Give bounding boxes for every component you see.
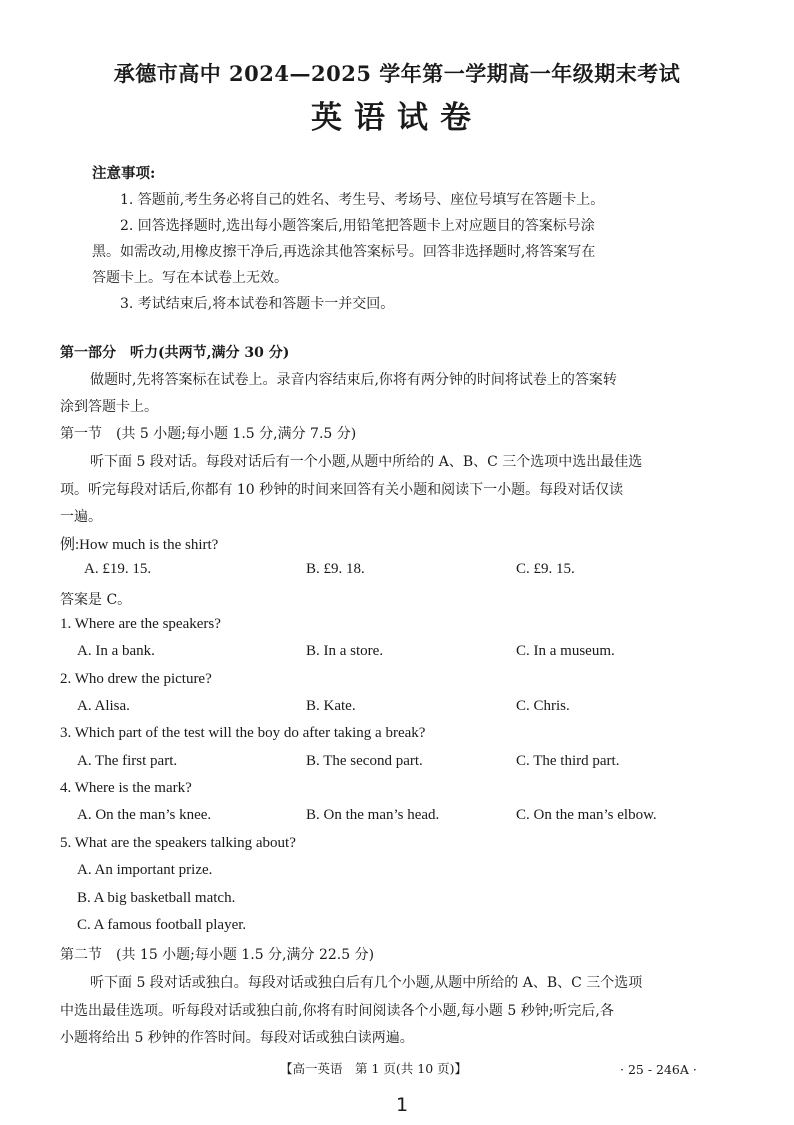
example-question: 例:How much is the shirt? bbox=[60, 537, 219, 553]
notice-line: 1. 答题前,考生务必将自己的姓名、考生号、考场号、座位号填写在答题卡上。 bbox=[120, 192, 605, 208]
document-code: · 25 - 246A · bbox=[620, 1062, 697, 1077]
q4-option-c: C. On the man’s elbow. bbox=[516, 807, 657, 823]
example-option-b: B. £9. 18. bbox=[306, 561, 365, 577]
part1-intro-line: 涂到答题卡上。 bbox=[60, 399, 158, 415]
page-number: 1 bbox=[396, 1094, 409, 1116]
section2-intro-line: 小题将给出 5 秒钟的作答时间。每段对话或独白读两遍。 bbox=[60, 1030, 414, 1046]
example-answer: 答案是 C。 bbox=[60, 592, 132, 608]
q3-option-c: C. The third part. bbox=[516, 753, 620, 769]
example-option-c: C. £9. 15. bbox=[516, 561, 575, 577]
exam-subtitle: 英语试卷 bbox=[311, 100, 483, 136]
q3-option-a: A. The first part. bbox=[77, 753, 178, 769]
q4-option-b: B. On the man’s head. bbox=[306, 807, 440, 823]
section2-intro-line: 中选出最佳选项。听每段对话或独白前,你将有时间阅读各个小题,每小题 5 秒钟;听完后,各 bbox=[60, 1003, 614, 1019]
q5-option-a: A. An important prize. bbox=[77, 862, 213, 878]
q2-option-b: B. Kate. bbox=[306, 698, 356, 714]
q1-option-b: B. In a store. bbox=[306, 643, 384, 659]
notice-line: 黑。如需改动,用橡皮擦干净后,再选涂其他答案标号。回答非选择题时,将答案写在 bbox=[92, 244, 596, 260]
question-1: 1. Where are the speakers? bbox=[60, 616, 221, 632]
section1-intro-line: 项。听完每段对话后,你都有 10 秒钟的时间来回答有关小题和阅读下一小题。每段对话仅读 bbox=[60, 482, 624, 498]
question-5: 5. What are the speakers talking about? bbox=[60, 835, 296, 851]
question-4: 4. Where is the mark? bbox=[60, 780, 192, 796]
q5-option-c: C. A famous football player. bbox=[77, 917, 247, 933]
part1-heading: 第一部分 听力(共两节,满分 30 分) bbox=[60, 345, 290, 361]
section2-heading: 第二节 (共 15 小题;每小题 1.5 分,满分 22.5 分) bbox=[60, 947, 375, 963]
q1-option-c: C. In a museum. bbox=[516, 643, 615, 659]
q1-option-a: A. In a bank. bbox=[77, 643, 155, 659]
question-2: 2. Who drew the picture? bbox=[60, 671, 212, 687]
notice-heading: 注意事项: bbox=[92, 165, 156, 182]
part1-intro-line: 做题时,先将答案标在试卷上。录音内容结束后,你将有两分钟的时间将试卷上的答案转 bbox=[90, 372, 617, 388]
section1-intro-line: 听下面 5 段对话。每段对话后有一个小题,从题中所给的 A、B、C 三个选项中选出最佳选 bbox=[90, 454, 643, 470]
notice-line: 答题卡上。写在本试卷上无效。 bbox=[92, 270, 288, 286]
notice-line: 2. 回答选择题时,选出每小题答案后,用铅笔把答题卡上对应题目的答案标号涂 bbox=[120, 218, 595, 234]
q4-option-a: A. On the man’s knee. bbox=[77, 807, 212, 823]
q2-option-a: A. Alisa. bbox=[77, 698, 130, 714]
exam-title: 承德市高中 2024—2025 学年第一学期高一年级期末考试 bbox=[113, 61, 681, 86]
section1-heading: 第一节 (共 5 小题;每小题 1.5 分,满分 7.5 分) bbox=[60, 426, 357, 442]
q3-option-b: B. The second part. bbox=[306, 753, 423, 769]
q2-option-c: C. Chris. bbox=[516, 698, 570, 714]
example-option-a: A. £19. 15. bbox=[84, 561, 152, 577]
page-footer-label: 【高一英语 第 1 页(共 10 页)】 bbox=[280, 1061, 468, 1076]
section1-intro-line: 一遍。 bbox=[60, 509, 102, 525]
section2-intro-line: 听下面 5 段对话或独白。每段对话或独白后有几个小题,从题中所给的 A、B、C 三个选项 bbox=[90, 975, 643, 991]
question-3: 3. Which part of the test will the boy do after taking a break? bbox=[60, 725, 426, 741]
notice-line: 3. 考试结束后,将本试卷和答题卡一并交回。 bbox=[120, 296, 395, 312]
q5-option-b: B. A big basketball match. bbox=[77, 890, 236, 906]
